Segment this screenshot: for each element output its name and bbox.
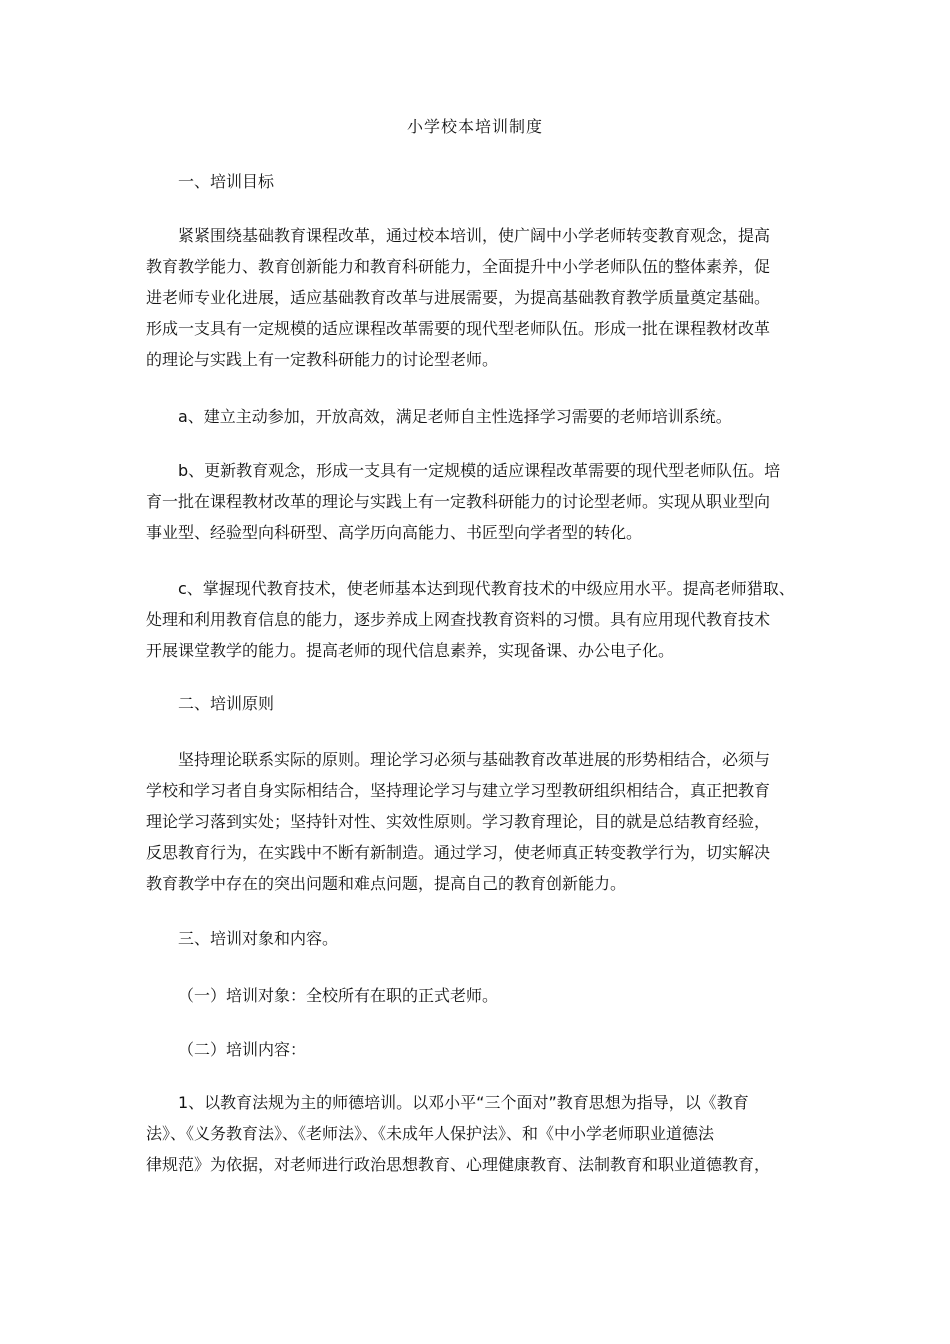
paragraph-content-1 bbox=[146, 1087, 826, 1180]
text-line: 理论学习落到实处；坚持针对性、实效性原则。学习教育理论，目的就是总结教育经验， bbox=[146, 812, 771, 831]
text-line: 形成一支具有一定规模的适应课程改革需要的现代型老师队伍。形成一批在课程教材改革 bbox=[146, 319, 771, 338]
document-title: 小学校本培训制度 bbox=[406, 117, 543, 136]
section-heading-targets: 三、培训对象和内容。 bbox=[178, 929, 339, 948]
text-line: 事业型、经验型向科研型、高学历向高能力、书匠型向学者型的转化。 bbox=[146, 523, 643, 542]
text-line: 的理论与实践上有一定教科研能力的讨论型老师。 bbox=[146, 350, 499, 369]
text-line: 育一批在课程教材改革的理论与实践上有一定教科研能力的讨论型老师。实现从职业型向 bbox=[146, 492, 771, 511]
text-line: 教育教学中存在的突出问题和难点问题，提高自己的教育创新能力。 bbox=[146, 874, 627, 893]
section-heading-goals: 一、培训目标 bbox=[178, 172, 275, 191]
text-line: 处理和利用教育信息的能力，逐步养成上网查找教育资料的习惯。具有应用现代教育技术 bbox=[146, 610, 771, 629]
text-line: 法》、《义务教育法》、《老师法》、《未成年人保护法》、和《中小学老师职业道德法 bbox=[146, 1124, 715, 1143]
text-line: （一）培训对象：全校所有在职的正式老师。 bbox=[178, 986, 499, 1005]
paragraph-goals bbox=[146, 220, 826, 375]
section-heading-principles: 二、培训原则 bbox=[178, 694, 275, 713]
text-line: 教育教学能力、教育创新能力和教育科研能力，全面提升中小学老师队伍的整体素养，促 bbox=[146, 257, 771, 276]
paragraph-principles bbox=[146, 744, 826, 899]
text-line: 开展课堂教学的能力。提高老师的现代信息素养，实现备课、办公电子化。 bbox=[146, 641, 675, 660]
paragraph-item-c bbox=[146, 573, 826, 666]
text-line: 反思教育行为，在实践中不断有新制造。通过学习，使老师真正转变教学行为，切实解决 bbox=[146, 843, 771, 862]
text-line: b、更新教育观念，形成一支具有一定规模的适应课程改革需要的现代型老师队伍。培 bbox=[178, 461, 781, 480]
text-line: 1、以教育法规为主的师德培训。以邓小平“三个面对”教育思想为指导，以《教育 bbox=[178, 1093, 749, 1112]
paragraph-item-a bbox=[146, 401, 826, 432]
text-line: 学校和学习者自身实际相结合，坚持理论学习与建立学习型教研组织相结合，真正把教育 bbox=[146, 781, 771, 800]
text-line: 进老师专业化进展，适应基础教育改革与进展需要，为提高基础教育教学质量奠定基础。 bbox=[146, 288, 771, 307]
paragraph-item-b bbox=[146, 455, 826, 548]
text-line: 律规范》为依据，对老师进行政治思想教育、心理健康教育、法制教育和职业道德教育， bbox=[146, 1155, 771, 1174]
text-line: 坚持理论联系实际的原则。理论学习必须与基础教育改革进展的形势相结合，必须与 bbox=[178, 750, 771, 769]
paragraph-target-audience bbox=[146, 980, 826, 1011]
text-line: c、掌握现代教育技术，使老师基本达到现代教育技术的中级应用水平。提高老师猎取、 bbox=[178, 579, 795, 598]
text-line: （二）培训内容： bbox=[178, 1040, 307, 1059]
paragraph-content-heading bbox=[146, 1034, 826, 1065]
text-line: a、建立主动参加，开放高效，满足老师自主性选择学习需要的老师培训系统。 bbox=[178, 407, 732, 426]
text-line: 紧紧围绕基础教育课程改革，通过校本培训，使广阔中小学老师转变教育观念，提高 bbox=[178, 226, 771, 245]
